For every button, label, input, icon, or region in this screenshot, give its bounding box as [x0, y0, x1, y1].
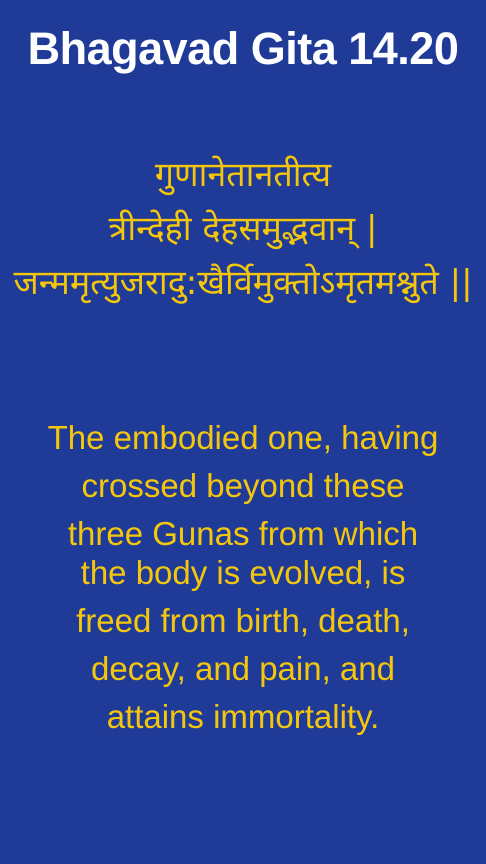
- sanskrit-line: जन्ममृत्युजरादु:खैर्विमुक्तोऽमृतमश्नुते ||: [13, 263, 473, 303]
- translation-line: crossed beyond these: [81, 467, 405, 504]
- translation-line: decay, and pain, and: [91, 650, 395, 687]
- translation-line: the body is evolved, is: [80, 554, 406, 591]
- translation-line: freed from birth, death,: [76, 602, 410, 639]
- page-title: Bhagavad Gita 14.20: [27, 23, 459, 74]
- sanskrit-line: गुणानेतानतीत्य: [154, 155, 332, 195]
- translation-line: The embodied one, having: [47, 419, 439, 456]
- sanskrit-verse: [0, 148, 486, 310]
- translation-line: three Gunas from which: [67, 515, 419, 552]
- english-translation: [0, 414, 486, 741]
- translation-line: attains immortality.: [106, 698, 380, 735]
- sanskrit-line: त्रीन्देही देहसमुद्भवान् |: [108, 209, 378, 249]
